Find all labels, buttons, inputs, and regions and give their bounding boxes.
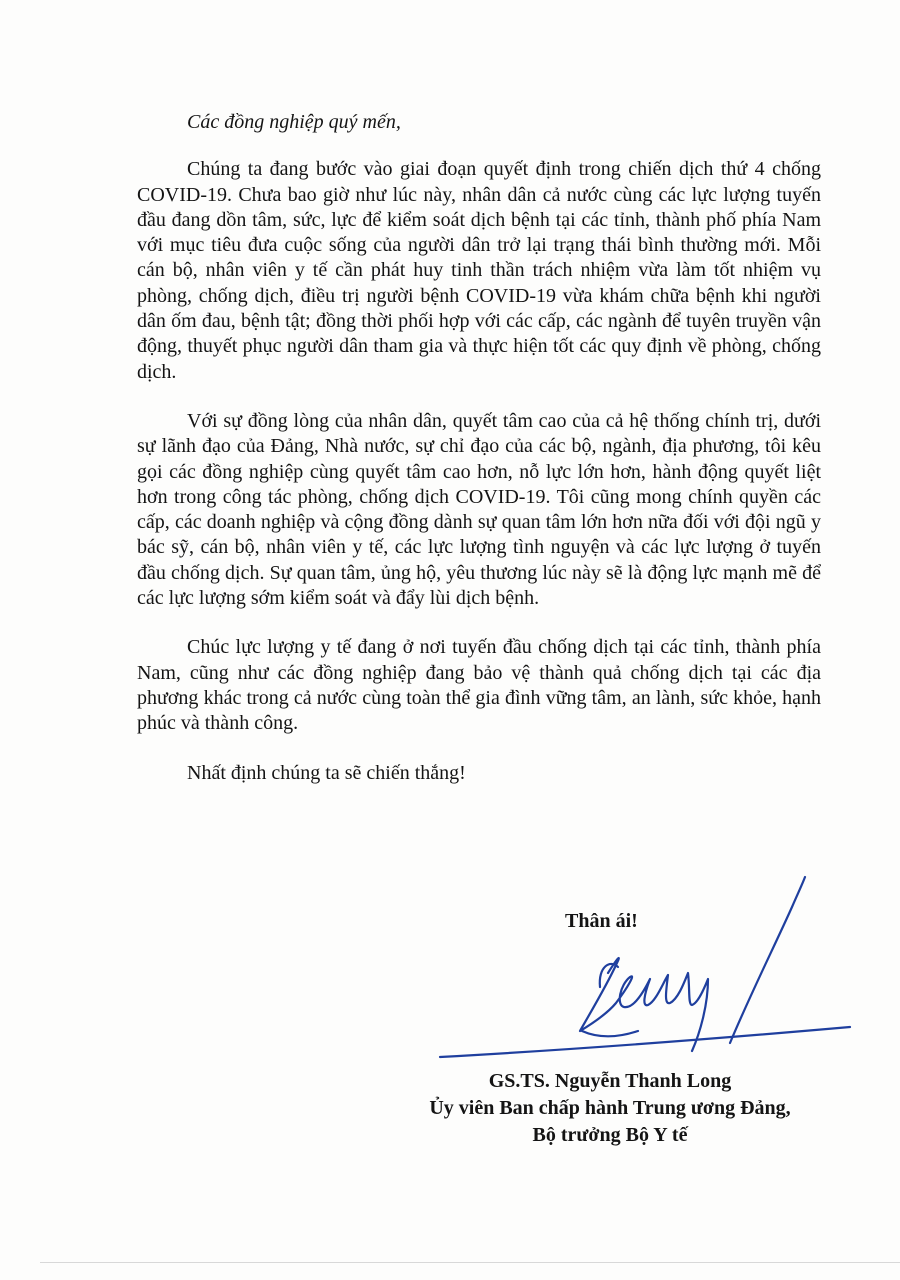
signer-position-2: Bộ trưởng Bộ Y tế <box>532 1124 688 1146</box>
farewell: Thân ái! <box>565 910 638 932</box>
salutation: Các đồng nghiệp quý mến, <box>187 111 401 133</box>
handwritten-signature <box>430 855 860 1065</box>
signer-position-1: Ủy viên Ban chấp hành Trung ương Đảng, <box>429 1097 791 1119</box>
bottom-divider <box>40 1262 900 1263</box>
letter-body <box>137 110 821 786</box>
signer-name: GS.TS. Nguyễn Thanh Long <box>488 1070 732 1092</box>
paragraph-appeal: Với sự đồng lòng của nhân dân, quyết tâm cao của cả hệ thống chính trị, dưới sự lãnh đạo của Đảng, Nhà nước, sự chỉ đạo của các bộ, ngành, địa phương, tôi kêu gọi các đồng nghiệp cùng quyết tâm cao hơn, nỗ lực lớn hơn, hành động quyết liệt hơn trong công tác phòng, chống dịch COVID-19. Tôi cũng mong chính quyền các cấp, các doanh nghiệp và cộng đồng dành sự quan tâm lớn hơn nữa đối với đội ngũ y bác sỹ, cán bộ, nhân viên y tế, các lực lượng tình nguyện và các lực lượng ở tuyến đầu chống dịch. Sự quan tâm, ủng hộ, yêu thương lúc này sẽ là động lực mạnh mẽ để các lực lượng sớm kiểm soát và đẩy lùi dịch bệnh. <box>137 409 821 610</box>
paragraph-call-to-action: Chúng ta đang bước vào giai đoạn quyết định trong chiến dịch thứ 4 chống COVID-19. Chưa bao giờ như lúc này, nhân dân cả nước cùng các lực lượng tuyến đầu đang dồn tâm, sức, lực để kiểm soát dịch bệnh tại các tỉnh, thành phố phía Nam với mục tiêu đưa cuộc sống của người dân trở lại trạng thái bình thường mới. Mỗi cán bộ, nhân viên y tế cần phát huy tinh thần trách nhiệm vừa làm tốt nhiệm vụ phòng, chống dịch, điều trị người bệnh COVID-19 vừa khám chữa bệnh khi người dân ốm đau, bệnh tật; đồng thời phối hợp với các cấp, các ngành để tuyên truyền vận động, thuyết phục người dân tham gia và thực hiện tốt các quy định về phòng, chống dịch. <box>137 158 821 383</box>
signature-block <box>380 1068 840 1149</box>
paragraph-wishes: Chúc lực lượng y tế đang ở nơi tuyến đầu chống dịch tại các tỉnh, thành phía Nam, cũng như các đồng nghiệp đang bảo vệ thành quả chống dịch tại các địa phương khác trong cả nước cùng toàn thể gia đình vững tâm, an lành, sức khỏe, hạnh phúc và thành công. <box>137 636 821 735</box>
closing-line: Nhất định chúng ta sẽ chiến thắng! <box>187 761 466 784</box>
